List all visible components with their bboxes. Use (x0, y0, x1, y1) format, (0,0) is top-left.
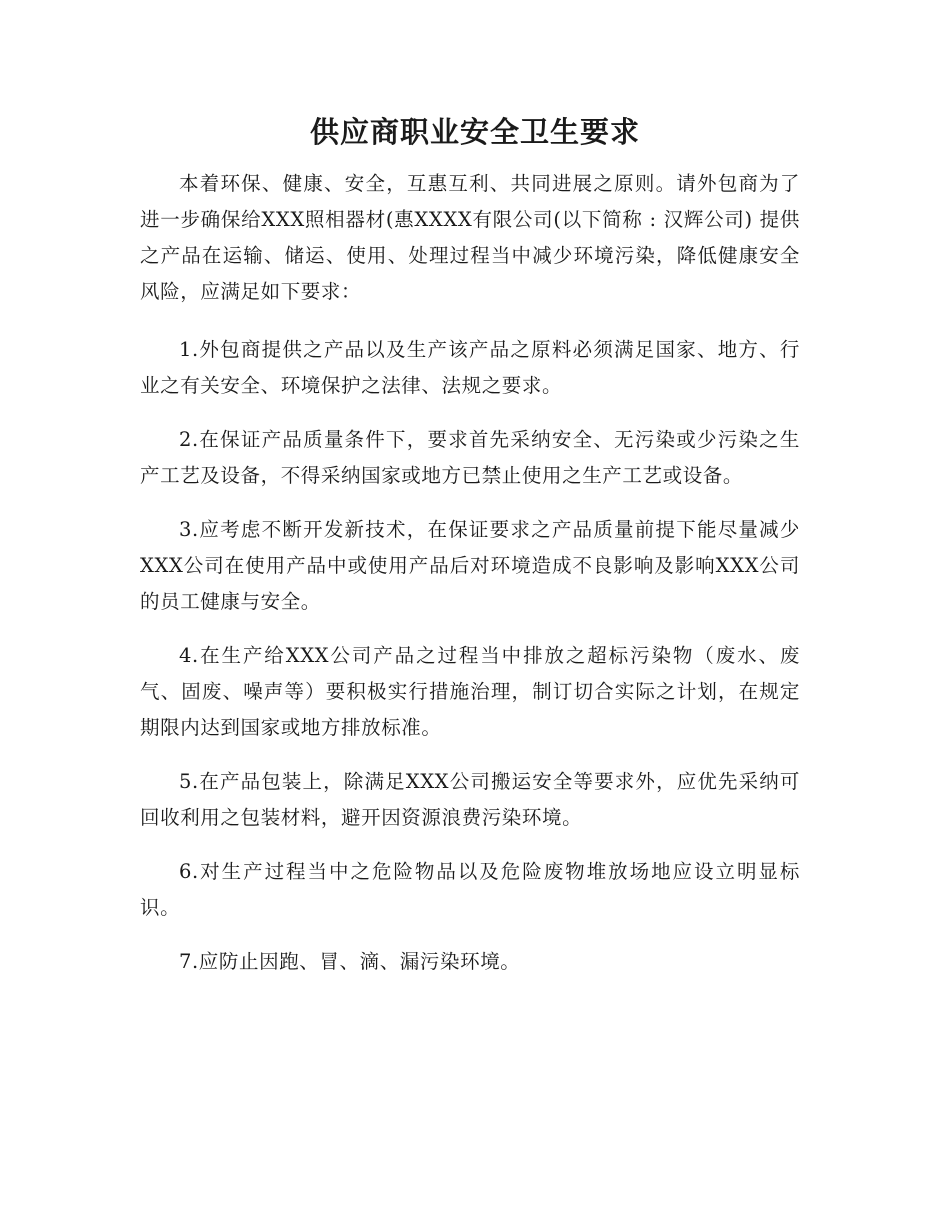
requirement-5: 5.在产品包装上，除满足XXX公司搬运安全等要求外，应优先采纳可回收利用之包装材料，避开因资源浪费污染环境。 (140, 770, 800, 829)
requirement-7: 7.应防止因跑、冒、滴、漏污染环境。 (179, 950, 521, 973)
document-title: 供应商职业安全卫生要求 (309, 115, 640, 149)
requirement-4: 4.在生产给XXX公司产品之过程当中排放之超标污染物（废水、废气、固废、噪声等）要积极实行措施治理，制订切合实际之计划，在规定期限内达到国家或地方排放标准。 (140, 644, 800, 739)
intro-paragraph: 本着环保、健康、安全，互惠互利、共同进展之原则。请外包商为了进一步确保给XXX照相器材(惠XXXX有限公司(以下简称 : 汉辉公司) 提供之产品在运输、储运、使用、处理过程当中减少环境污染，降低健康安全风险，应满足如下要求： (140, 172, 800, 303)
requirement-2: 2.在保证产品质量条件下，要求首先采纳安全、无污染或少污染之生产工艺及设备，不得采纳国家或地方已禁止使用之生产工艺或设备。 (140, 428, 800, 487)
document-body (140, 166, 800, 998)
requirement-3: 3.应考虑不断开发新技术，在保证要求之产品质量前提下能尽量减少XXX公司在使用产品中或使用产品后对环境造成不良影响及影响XXX公司的员工健康与安全。 (140, 518, 800, 613)
requirement-1: 1.外包商提供之产品以及生产该产品之原料必须满足国家、地方、行业之有关安全、环境保护之法律、法规之要求。 (140, 338, 800, 397)
requirement-6: 6.对生产过程当中之危险物品以及危险废物堆放场地应设立明显标识。 (140, 860, 800, 919)
